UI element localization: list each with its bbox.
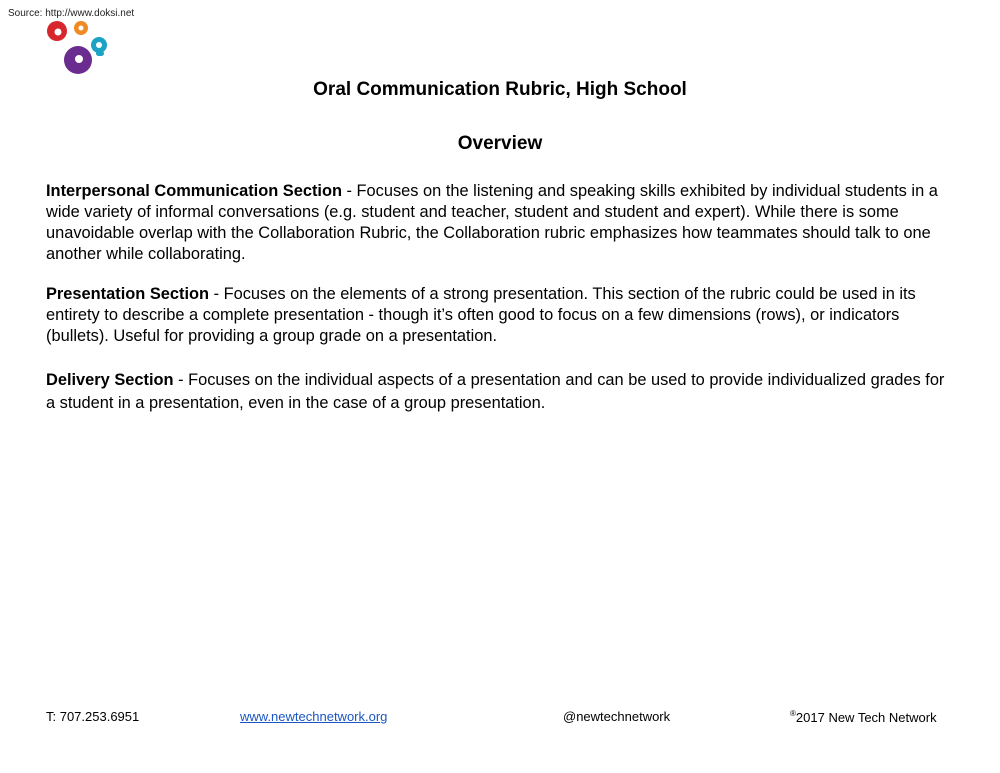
section-heading: Presentation Section xyxy=(46,285,210,303)
registered-mark: ® xyxy=(790,709,796,718)
interpersonal-section xyxy=(46,181,956,265)
overview-heading: Overview xyxy=(457,133,543,154)
section-heading: Interpersonal Communication Section xyxy=(46,182,342,200)
logo-icon xyxy=(42,18,114,80)
delivery-section xyxy=(46,369,956,415)
section-text: - Focuses on the elements of a strong presentation. This section of the rubric could be used in its entirety to describe a complete presentation - though it’s often good to focus on a few dimensions (rows), or indicators (bullets). Useful for providing a group grade on a presentation. xyxy=(46,285,916,345)
footer-phone: T: 707.253.6951 xyxy=(46,709,140,724)
section-heading: Delivery Section xyxy=(46,371,174,389)
section-text: - Focuses on the individual aspects of a presentation and can be used to provide individualized grades for a student in a presentation, even in the case of a group presentation. xyxy=(46,371,945,412)
footer-copyright xyxy=(790,709,937,725)
page-footer xyxy=(0,709,1000,729)
page-title: Oral Communication Rubric, High School xyxy=(313,79,687,100)
copyright-text: 2017 New Tech Network xyxy=(795,710,937,725)
section-text: - Focuses on the listening and speaking skills exhibited by individual students in a wide variety of informal conversations (e.g. student and teacher, student and student and expert). While there is some unavoidable overlap with the Collaboration Rubric, the Collaboration rubric emphasizes how teammates should talk to one another while collaborating. xyxy=(46,182,938,263)
source-note: Source: http://www.doksi.net xyxy=(8,8,135,19)
footer-twitter: @newtechnetwork xyxy=(563,709,671,724)
new-tech-network-logo xyxy=(42,18,114,80)
footer-website-link[interactable]: www.newtechnetwork.org xyxy=(240,709,388,724)
presentation-section xyxy=(46,284,956,347)
